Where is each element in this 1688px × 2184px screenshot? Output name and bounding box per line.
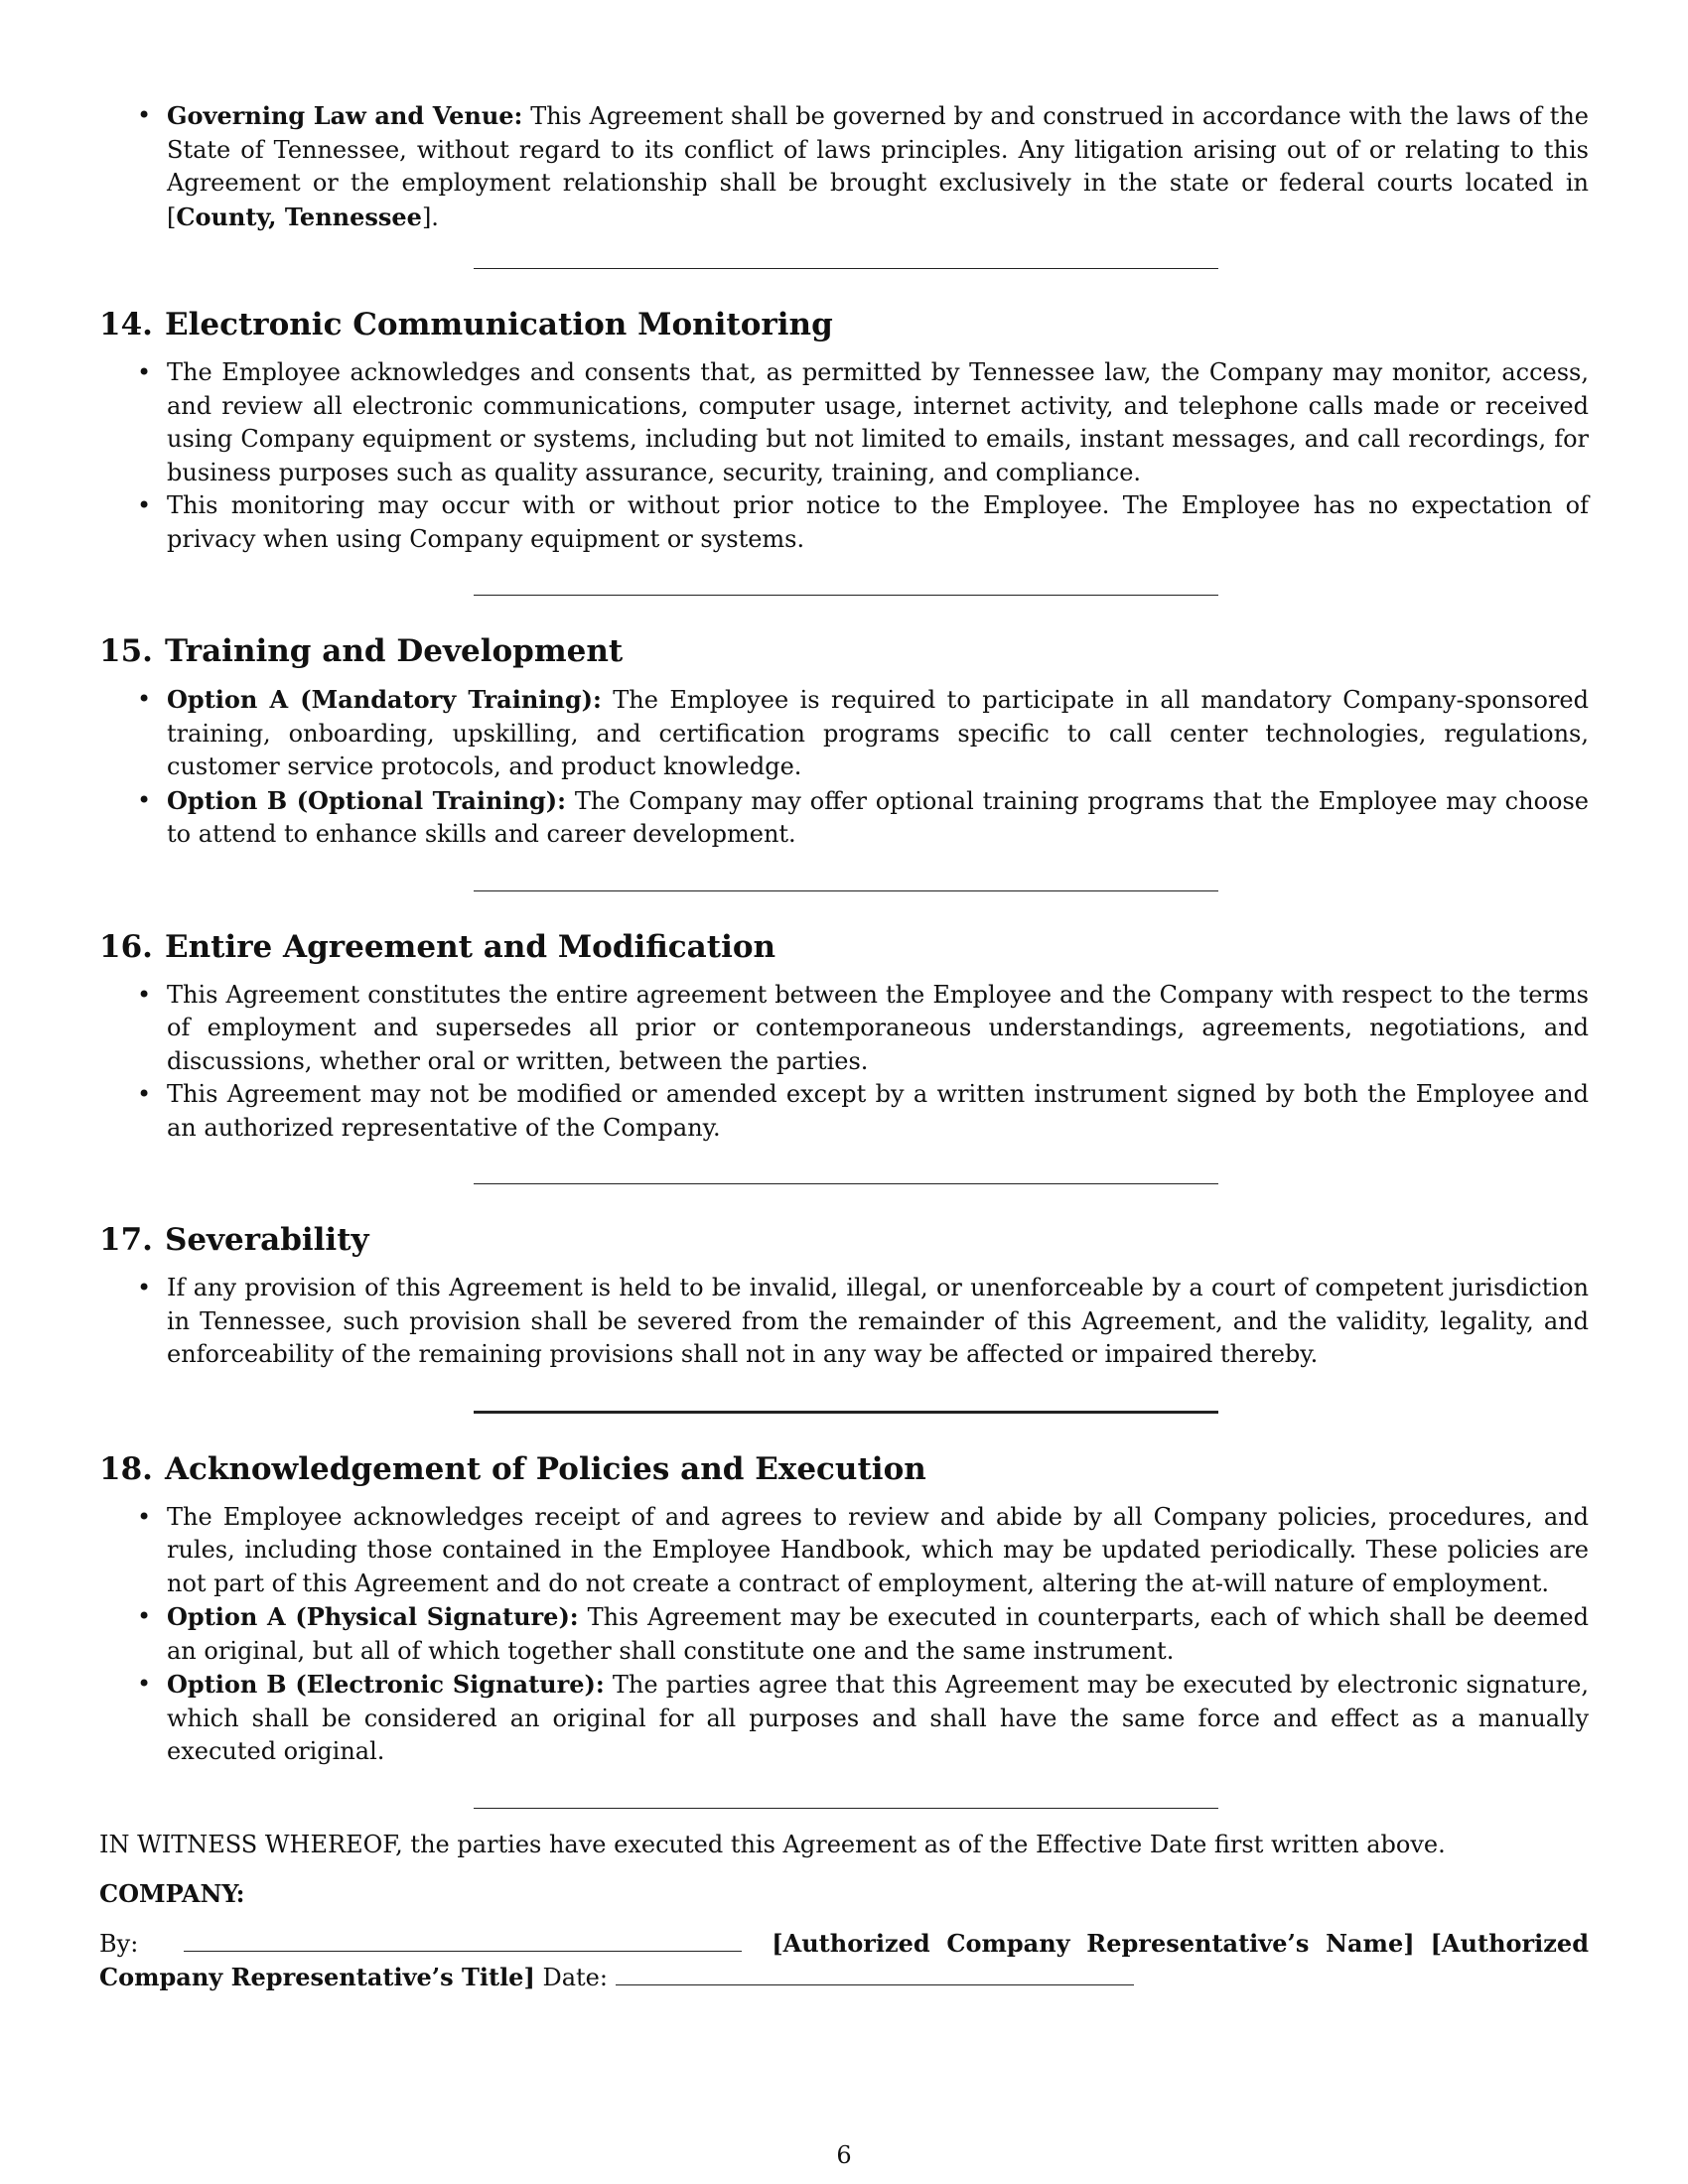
governing-law-label: Governing Law and Venue: (167, 101, 523, 130)
section-divider (474, 1411, 1218, 1414)
governing-law-item (99, 99, 1589, 234)
section-14-list (99, 356, 1589, 556)
section-divider (474, 1183, 1218, 1184)
signature-line (184, 1929, 742, 1952)
section-15-number: 15. (99, 633, 153, 669)
company-signature-block (99, 1927, 1589, 1995)
section-14-number: 14. (99, 307, 153, 342)
section-17-title: Severability (164, 1222, 369, 1258)
county-placeholder: County, Tennessee (176, 202, 422, 231)
section-14-heading (99, 305, 1589, 344)
section-18-title: Acknowledgement of Policies and Execution (164, 1450, 926, 1487)
governing-law-text: This Agreement shall be governed by and construed in accordance with the laws of the State of Tennessee, without regard to its conflict of laws principles. Any litigation arising out of or relating to this Agreement or the employment relationship shall be brought exclusively in the state or federal courts located in (167, 102, 1590, 197)
list-item: • This monitoring may occur with or without prior notice to the Employee. The Employee has no expectation of privacy when using Company equipment or systems. (99, 489, 1589, 556)
section-17-number: 17. (99, 1222, 153, 1258)
representative-name-placeholder: [Authorized Company Representative’s Name] (772, 1928, 1415, 1958)
list-item: • The Employee acknowledges and consents that, as permitted by Tennessee law, the Company may monitor, access, and review all electronic communications, computer usage, internet activity, and telephone calls made or received using Company equipment or systems, including but not limited to emails, instant messages, and call recordings, for business purposes such as quality assurance, security, training, and compliance. (99, 356, 1589, 489)
list-item (99, 683, 1589, 784)
company-heading (99, 1877, 1589, 1912)
section-divider (474, 1808, 1218, 1809)
list-item (99, 1668, 1589, 1769)
list-item: • This Agreement constitutes the entire agreement between the Employee and the Company with respect to the terms of employment and supersedes all prior or contemporaneous understandings, agreements, negotiations, and discussions, whether oral or written, between the parties. (99, 979, 1589, 1079)
section-15-heading (99, 631, 1589, 671)
section-18-heading (99, 1449, 1589, 1489)
section-16-heading (99, 927, 1589, 967)
list-item: • The Employee acknowledges receipt of and agrees to review and abide by all Company policies, procedures, and rules, including those contained in the Employee Handbook, which may be updated periodically. These policies are not part of this Agreement and do not create a contract of employment, altering the at-will nature of employment. (99, 1501, 1589, 1601)
section-17-list (99, 1272, 1589, 1372)
option-a-text: The Employee is required to participate in all mandatory Company-sponsored training, onboarding, upskilling, and certification programs specific to call center technologies, regulations, customer service protocols, and product knowledge. (167, 686, 1589, 780)
section-divider (474, 595, 1218, 596)
governing-law-list (99, 99, 1589, 234)
option-b-text: The Company may offer optional training programs that the Employee may choose to attend to enhance skills and career development. (167, 786, 1589, 848)
date-line (616, 1963, 1134, 1985)
section-17-heading (99, 1220, 1589, 1260)
option-b-label: Option B (Electronic Signature): (167, 1670, 605, 1699)
list-item (99, 784, 1589, 852)
county-close-bracket: ]. (421, 203, 439, 231)
section-14-title: Electronic Communication Monitoring (164, 307, 833, 342)
section-16-number: 16. (99, 928, 153, 965)
section-15-list (99, 683, 1589, 852)
county-open-bracket: [ (167, 203, 177, 231)
section-15-title: Training and Development (164, 633, 624, 669)
representative-title-placeholder: [Authorized Company Representative’s Title] (99, 1928, 1589, 1991)
date-label: Date: (542, 1964, 608, 1991)
section-16-title: Entire Agreement and Modification (164, 928, 776, 965)
list-item: • If any provision of this Agreement is held to be invalid, illegal, or unenforceable by a court of competent jurisdiction in Tennessee, such provision shall be severed from the remainder of this Agreement, and the validity, legality, and enforceability of the remaining provisions shall not in any way be affected or impaired thereby. (99, 1272, 1589, 1372)
company-label: COMPANY: (99, 1879, 245, 1908)
witness-statement: IN WITNESS WHEREOF, the parties have executed this Agreement as of the Effective Date first written above. (99, 1830, 1446, 1858)
list-item: • This Agreement may not be modified or amended except by a written instrument signed by both the Employee and an authorized representative of the Company. (99, 1078, 1589, 1145)
option-b-text: The parties agree that this Agreement may be executed by electronic signature, which shall be considered an original for all purposes and shall have the same force and effect as a manually executed original. (167, 1671, 1589, 1765)
option-b-label: Option B (Optional Training): (167, 785, 567, 815)
page-number: 6 (836, 2141, 852, 2169)
section-18-list (99, 1501, 1589, 1769)
document-page (99, 99, 1589, 1995)
option-a-label: Option A (Mandatory Training): (167, 685, 602, 714)
section-16-list (99, 979, 1589, 1146)
list-item (99, 1600, 1589, 1668)
section-divider (474, 268, 1218, 269)
option-a-label: Option A (Physical Signature): (167, 1602, 579, 1631)
option-a-text: This Agreement may be executed in counterparts, each of which shall be deemed an original, but all of which together shall constitute one and the same instrument. (167, 1603, 1589, 1665)
section-18-number: 18. (99, 1450, 153, 1487)
by-label: By: (99, 1929, 139, 1958)
section-divider (474, 890, 1218, 891)
